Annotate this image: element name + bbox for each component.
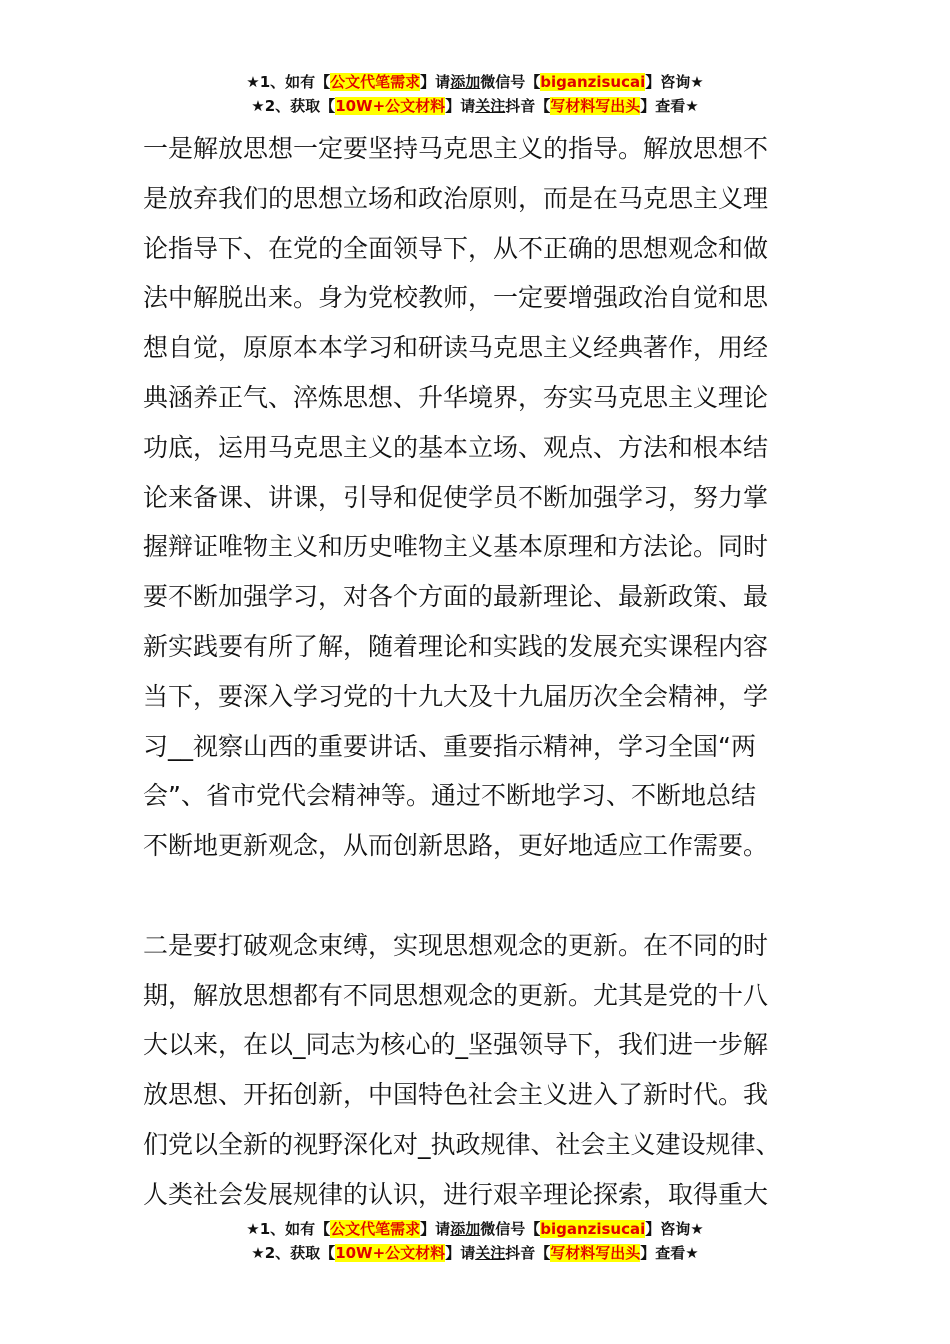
- text-line: 习__视察山西的重要讲话、重要指示精神，学习全国“两: [143, 731, 756, 761]
- footer-line-1-wechat-id: biganzisucai: [540, 1220, 646, 1238]
- footer-line-2-douyin-id: 写材料写出头: [550, 1244, 641, 1262]
- header-line-1-text: 】咨询★: [645, 73, 704, 91]
- text-line: 二是要打破观念束缚，实现思想观念的更新。在不同的时: [143, 930, 769, 960]
- text-line: 典涵养正气、淬炼思想、升华境界，夯实马克思主义理论: [143, 382, 769, 412]
- footer-line-2-underline: 关注: [475, 1244, 506, 1262]
- footer-line-1-highlight: 公文代笔需求: [330, 1220, 421, 1238]
- text-line: 期，解放思想都有不同思想观念的更新。尤其是党的十八: [143, 980, 769, 1010]
- footer-line-2: [0, 1241, 950, 1265]
- header-banner: [0, 70, 950, 118]
- footer-banner: [0, 1217, 950, 1265]
- text-line: 论来备课、讲课，引导和促使学员不断加强学习，努力掌: [143, 482, 769, 512]
- footer-line-1-text: 】请: [420, 1220, 451, 1238]
- header-line-1-text: 】请: [420, 73, 451, 91]
- header-line-1-text: ★1、如有【: [246, 73, 331, 91]
- header-line-2-text: 】查看★: [640, 97, 699, 115]
- text-line: 握辩证唯物主义和历史唯物主义基本原理和方法论。同时: [143, 532, 769, 562]
- text-line: 不断地更新观念，从而创新思路，更好地适应工作需要。: [143, 831, 769, 861]
- text-line: 一是解放思想一定要坚持马克思主义的指导。解放思想不: [143, 134, 769, 163]
- text-line: 法中解脱出来。身为党校教师，一定要增强政治自觉和思: [143, 283, 769, 313]
- text-line: 要不断加强学习，对各个方面的最新理论、最新政策、最: [143, 582, 769, 612]
- footer-line-2-text: 抖音【: [505, 1244, 551, 1262]
- header-line-1-underline: 添加: [450, 73, 481, 91]
- text-line: 会”、省市党代会精神等。通过不断地学习、不断地总结: [143, 781, 756, 811]
- text-line: 们党以全新的视野深化对_执政规律、社会主义建设规律、: [143, 1129, 781, 1159]
- text-line: 想自觉，原原本本学习和研读马克思主义经典著作，用经: [143, 333, 769, 363]
- footer-line-2-text: ★2、获取【: [251, 1244, 336, 1262]
- header-line-2-douyin-id: 写材料写出头: [550, 97, 641, 115]
- footer-line-1-text: ★1、如有【: [246, 1220, 331, 1238]
- footer-line-1-text: 】咨询★: [645, 1220, 704, 1238]
- text-line: 是放弃我们的思想立场和政治原则，而是在马克思主义理: [143, 183, 769, 213]
- paragraph-gap: [143, 871, 813, 921]
- footer-line-2-highlight: 10W+公文材料: [335, 1244, 446, 1262]
- footer-line-1-underline: 添加: [450, 1220, 481, 1238]
- text-line: 功底，运用马克思主义的基本立场、观点、方法和根本结: [143, 432, 769, 462]
- text-line: 当下，要深入学习党的十九大及十九届历次全会精神，学: [143, 681, 769, 711]
- header-line-2-text: ★2、获取【: [251, 97, 336, 115]
- text-line: 新实践要有所了解，随着理论和实践的发展充实课程内容: [143, 631, 769, 661]
- header-line-2: [0, 94, 950, 118]
- footer-line-2-text: 】查看★: [640, 1244, 699, 1262]
- text-line: 人类社会发展规律的认识，进行艰辛理论探索，取得重大: [143, 1179, 769, 1209]
- header-line-2-text: 】请: [445, 97, 476, 115]
- header-line-1-text: 微信号【: [480, 73, 541, 91]
- header-line-2-text: 抖音【: [505, 97, 551, 115]
- paragraph-1: [143, 124, 813, 871]
- footer-line-1: [0, 1217, 950, 1241]
- footer-line-2-text: 】请: [445, 1244, 476, 1262]
- document-body: [143, 124, 813, 1220]
- header-line-2-underline: 关注: [475, 97, 506, 115]
- header-line-1-wechat-id: biganzisucai: [540, 73, 646, 91]
- header-line-1: [0, 70, 950, 94]
- paragraph-2: [143, 921, 813, 1220]
- header-line-1-highlight: 公文代笔需求: [330, 73, 421, 91]
- text-line: 大以来，在以_同志为核心的_坚强领导下，我们进一步解: [143, 1030, 769, 1060]
- header-line-2-highlight: 10W+公文材料: [335, 97, 446, 115]
- text-line: 放思想、开拓创新，中国特色社会主义进入了新时代。我: [143, 1080, 769, 1110]
- text-line: 论指导下、在党的全面领导下，从不正确的思想观念和做: [143, 233, 769, 263]
- footer-line-1-text: 微信号【: [480, 1220, 541, 1238]
